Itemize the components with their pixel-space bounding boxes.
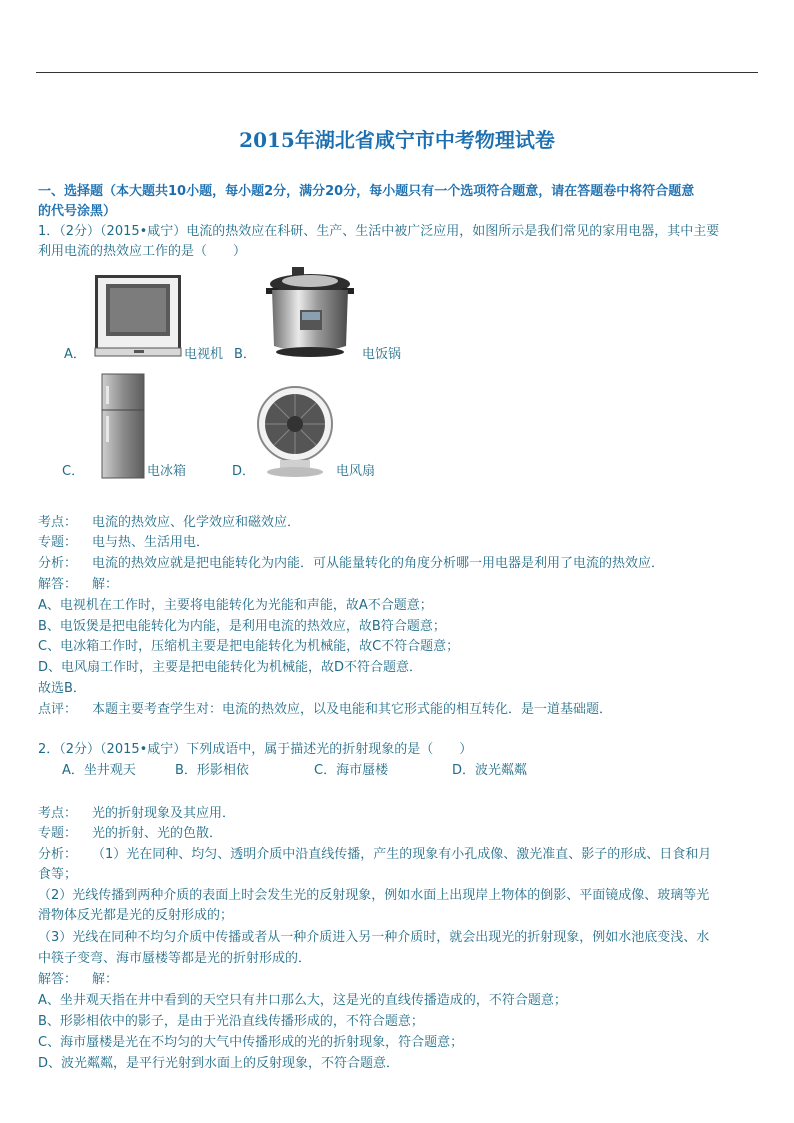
q2-kaodian: 考点： 光的折射现象及其应用．: [38, 806, 236, 821]
q1-option-d-letter: D．: [232, 464, 256, 479]
section-heading-line2: 的代号涂黑）: [38, 204, 117, 219]
section-heading-line1: 一、选择题（本大题共10小题，每小题2分，满分20分，每小题只有一个选项符合题意，请在答题卷中将符合题意: [38, 184, 695, 199]
q1-option-b-label: 电饭锅: [362, 347, 402, 362]
q2-answer-a: A、坐井观天指在井中看到的天空只有井口那么大，这是光的直线传播造成的，不符合题意；: [38, 993, 567, 1008]
fan-image: [256, 384, 334, 478]
q1-conclusion: 故选B．: [38, 681, 86, 696]
q2-answer-c: C、海市蜃楼是光在不均匀的大气中传播形成的光的折射现象，符合题意；: [38, 1035, 464, 1050]
q2-fenxi-line6: 中筷子变弯、海市蜃楼等都是光的折射形成的．: [38, 951, 312, 966]
q2-fenxi-line4: 滑物体反光都是光的反射形成的；: [38, 908, 234, 923]
q2-answer-d: D、波光粼粼，是平行光射到水面上的反射现象，不符合题意．: [38, 1056, 400, 1071]
q1-answer-c: C、电冰箱工作时，压缩机主要是把电能转化为机械能，故C不符合题意；: [38, 639, 460, 654]
q1-jieda: 解答： 解：: [38, 577, 119, 592]
q1-stem-line2: 利用电流的热效应工作的是（ ）: [38, 244, 247, 259]
q1-answer-b: B、电饭煲是把电能转化为内能，是利用电流的热效应，故B符合题意；: [38, 619, 446, 634]
refrigerator-image: [100, 372, 146, 480]
q1-option-b-letter: B．: [234, 347, 256, 362]
q1-kaodian: 考点： 电流的热效应、化学效应和磁效应．: [38, 515, 301, 530]
q1-option-d-label: 电风扇: [336, 464, 376, 479]
q1-option-c-letter: C．: [62, 464, 85, 479]
q2-answer-b: B、形影相依中的影子，是由于光沿直线传播形成的，不符合题意；: [38, 1014, 424, 1029]
q1-answer-a: A、电视机在工作时，主要将电能转化为光能和声能，故A不合题意；: [38, 598, 433, 613]
q1-option-a-label: 电视机: [184, 347, 224, 362]
q2-fenxi-line2: 食等；: [38, 867, 78, 882]
q2-stem: 2．（2分）（2015•咸宁）下列成语中，属于描述光的折射现象的是（ ）: [38, 742, 473, 757]
rice-cooker-image: [262, 266, 358, 360]
q1-zhuanti: 专题： 电与热、生活用电．: [38, 535, 210, 550]
q2-option-b: B．形影相依: [175, 763, 249, 778]
q2-fenxi-line1: 分析： （1）光在同种、均匀、透明介质中沿直线传播，产生的现象有小孔成像、激光准直、影子的形成、日食和月: [38, 847, 712, 862]
tv-image: [94, 274, 182, 358]
q2-fenxi-line5: （3）光线在同种不均匀介质中传播或者从一种介质进入另一种介质时，就会出现光的折射现象，例如水池底变浅、水: [38, 930, 710, 945]
q1-answer-d: D、电风扇工作时，主要是把电能转化为机械能，故D不符合题意．: [38, 660, 423, 675]
q2-fenxi-line3: （2）光线传播到两种介质的表面上时会发生光的反射现象，例如水面上出现岸上物体的倒影、平面镜成像、玻璃等光: [38, 888, 710, 903]
q1-option-c-label: 电冰箱: [147, 464, 187, 479]
header-rule: [36, 72, 758, 73]
q1-stem-line1: 1．（2分）（2015•咸宁）电流的热效应在科研、生产、生活中被广泛应用，如图所示是我们常见的家用电器，其中主要: [38, 224, 720, 239]
q2-option-d: D．波光粼粼: [452, 763, 528, 778]
page-title: 2015年湖北省咸宁市中考物理试卷: [239, 128, 555, 152]
q2-option-c: C．海市蜃楼: [314, 763, 389, 778]
q1-fenxi: 分析： 电流的热效应就是把电能转化为内能．可从能量转化的角度分析哪一用电器是利用了电流的热效应．: [38, 556, 665, 571]
q2-zhuanti: 专题： 光的折射、光的色散．: [38, 826, 223, 841]
q2-option-a: A．坐井观天: [62, 763, 136, 778]
q1-dianping: 点评： 本题主要考查学生对：电流的热效应，以及电能和其它形式能的相互转化．是一道基础题．: [38, 702, 613, 717]
q1-option-a-letter: A．: [64, 347, 86, 362]
q2-jieda: 解答： 解：: [38, 972, 119, 987]
